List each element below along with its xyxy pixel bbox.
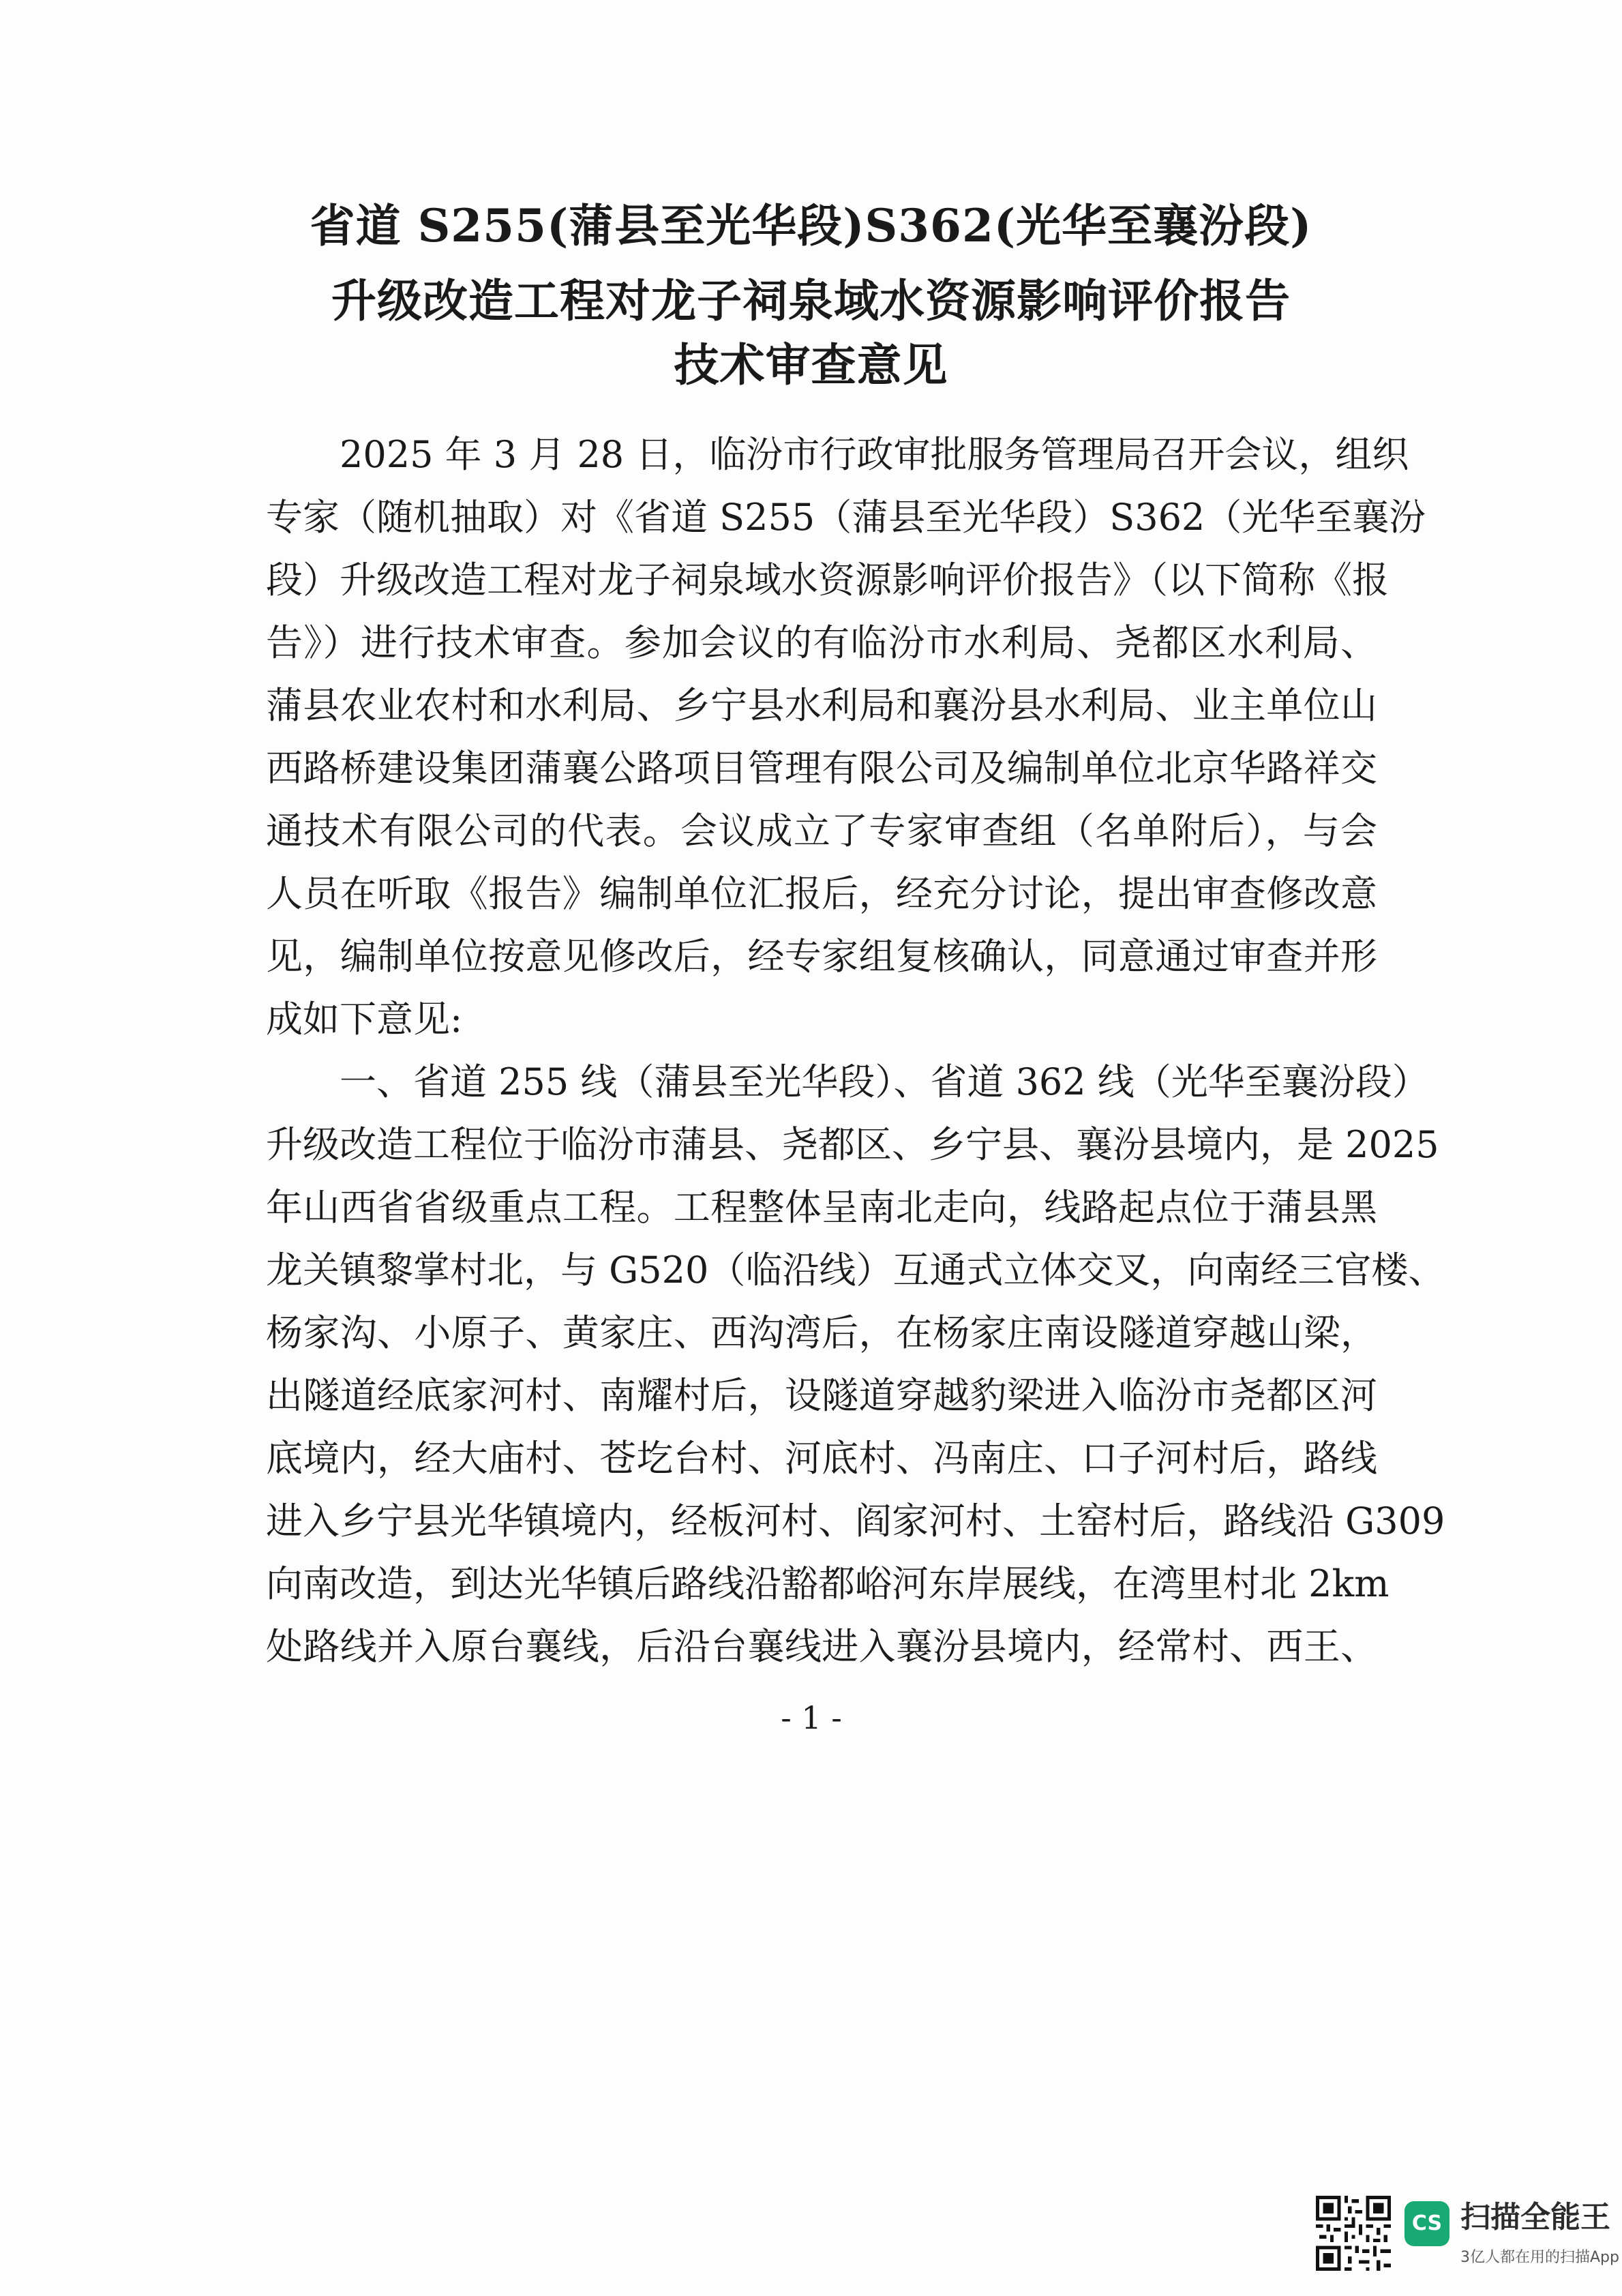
scanner-app-tagline: 3亿人都在用的扫描App bbox=[1460, 2249, 1619, 2266]
paragraph-2-line: 杨家沟、小原子、黄家庄、西沟湾后，在杨家庄南设隧道穿越山梁， bbox=[266, 1311, 1377, 1354]
paragraph-1-line: 见，编制单位按意见修改后，经专家组复核确认，同意通过审查并形 bbox=[266, 935, 1377, 978]
paragraph-2-line: 出隧道经底家河村、南耀村后，设隧道穿越豹梁进入临汾市尧都区河 bbox=[266, 1374, 1377, 1417]
paragraph-1-line: 西路桥建设集团蒲襄公路项目管理有限公司及编制单位北京华路祥交 bbox=[266, 747, 1377, 790]
paragraph-2-line: 一、省道 255 线（蒲县至光华段）、省道 362 线（光华至襄汾段） bbox=[340, 1060, 1429, 1103]
paragraph-1-line: 专家（随机抽取）对《省道 S255（蒲县至光华段）S362（光华至襄汾 bbox=[266, 496, 1426, 539]
scanner-watermark bbox=[1316, 2196, 1619, 2278]
paragraph-1-line: 通技术有限公司的代表。会议成立了专家审查组（名单附后），与会 bbox=[266, 809, 1377, 852]
paragraph-1-line: 告》）进行技术审查。参加会议的有临汾市水利局、尧都区水利局、 bbox=[266, 621, 1377, 664]
paragraph-2-line: 年山西省省级重点工程。工程整体呈南北走向，线路起点位于蒲县黑 bbox=[266, 1186, 1377, 1229]
paragraph-2-line: 龙关镇黎掌村北，与 G520（临沿线）互通式立体交叉，向南经三官楼、 bbox=[266, 1249, 1445, 1292]
paragraph-2-line: 处路线并入原台襄线，后沿台襄线进入襄汾县境内，经常村、西王、 bbox=[266, 1625, 1377, 1668]
document-title-line-2: 升级改造工程对龙子祠泉域水资源影响评价报告 bbox=[331, 274, 1291, 327]
camscanner-logo-icon: CS bbox=[1405, 2201, 1450, 2246]
paragraph-2-line: 进入乡宁县光华镇境内，经板河村、阎家河村、土窑村后，路线沿 G309 bbox=[266, 1500, 1445, 1542]
paragraph-1-line: 段）升级改造工程对龙子祠泉域水资源影响评价报告》（以下简称《报 bbox=[266, 558, 1389, 601]
qr-code-icon bbox=[1316, 2196, 1391, 2271]
document-title-line-1: 省道 S255(蒲县至光华段)S362(光华至襄汾段) bbox=[310, 199, 1312, 252]
page-number: - 1 - bbox=[781, 1699, 842, 1736]
paragraph-1-line: 成如下意见: bbox=[266, 998, 463, 1041]
paragraph-1-line: 2025 年 3 月 28 日，临汾市行政审批服务管理局召开会议，组织 bbox=[340, 433, 1409, 476]
scanner-app-name: 扫描全能王 bbox=[1460, 2200, 1610, 2235]
paragraph-2-line: 底境内，经大庙村、苍圪台村、河底村、冯南庄、口子河村后，路线 bbox=[266, 1437, 1377, 1480]
paragraph-1-line: 人员在听取《报告》编制单位汇报后，经充分讨论，提出审查修改意 bbox=[266, 872, 1377, 915]
document-title-line-3: 技术审查意见 bbox=[674, 338, 948, 391]
paragraph-2-line: 向南改造，到达光华镇后路线沿豁都峪河东岸展线，在湾里村北 2km bbox=[266, 1562, 1390, 1605]
paragraph-2-line: 升级改造工程位于临汾市蒲县、尧都区、乡宁县、襄汾县境内，是 2025 bbox=[266, 1123, 1439, 1166]
paragraph-1-line: 蒲县农业农村和水利局、乡宁县水利局和襄汾县水利局、业主单位山 bbox=[266, 684, 1377, 727]
